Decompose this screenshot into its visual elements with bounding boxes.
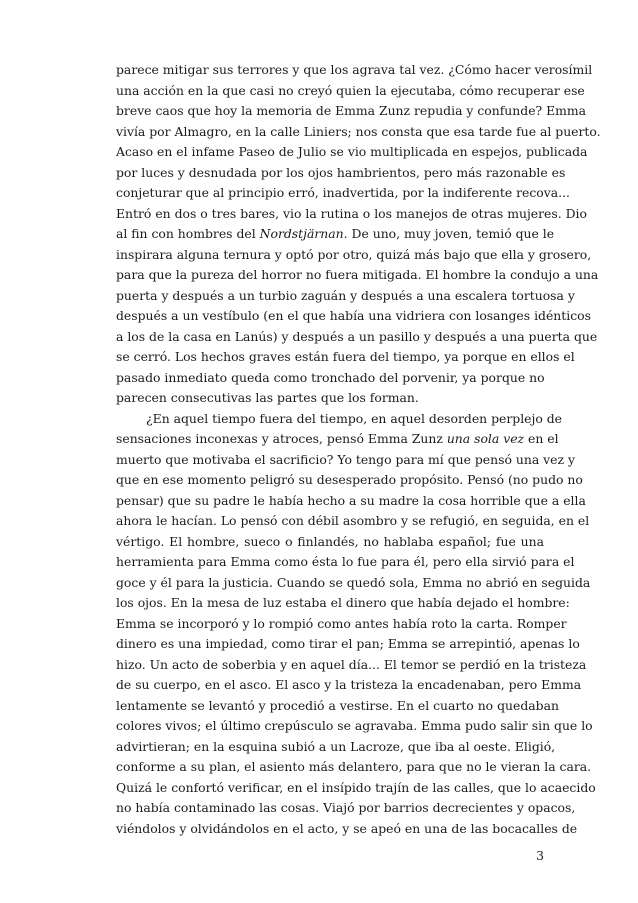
text-line: los ojos. En la mesa de luz estaba el dinero que había dejado el hombre: — [116, 595, 570, 610]
text-line: colores vivos; el último crepúsculo se agravaba. Emma pudo salir sin que lo — [116, 718, 593, 733]
text-line: conjeturar que al principio erró, inadvertida, por la indiferente recova... — [116, 185, 570, 200]
page-number: 3 — [536, 848, 544, 863]
text-line: pensar) que su padre le había hecho a su madre la cosa horrible que a ella — [116, 492, 586, 508]
text-line: por luces y desnudada por los ojos hambrientos, pero más razonable es — [116, 164, 566, 180]
text-line: pasado inmediato queda como tronchado del porvenir, ya porque no — [116, 369, 545, 385]
body-text — [116, 60, 601, 839]
text-line: que en ese momento peligró su desesperado propósito. Pensó (no pudo no — [116, 472, 583, 487]
text-line: puerta y después a un turbio zaguán y después a una escalera tortuosa y — [116, 287, 575, 303]
text-line: no había contaminado las cosas. Viajó por barrios decrecientes y opacos, — [116, 800, 576, 815]
text-line: Emma se incorporó y lo rompió como antes había roto la carta. Romper — [116, 615, 567, 631]
text-line: viéndolos y olvidándolos en el acto, y se apeó en una de las bocacalles de — [116, 820, 578, 836]
text-line: conforme a su plan, el asiento más delantero, para que no le vieran la cara. — [116, 759, 592, 774]
text-line: sensaciones inconexas y atroces, pensó Emma Zunz una sola vez en el — [116, 431, 559, 446]
text-line: para que la pureza del horror no fuera mitigada. El hombre la condujo a una — [116, 267, 599, 282]
text-line: a los de la casa en Lanús) y después a un pasillo y después a una puerta que — [116, 328, 598, 344]
text-line: después a un vestíbulo (en el que había una vidriera con losanges idénticos — [116, 308, 591, 323]
text-line: parecen consecutivas las partes que los forman. — [116, 390, 419, 405]
text-line: vértigo. El hombre, sueco o finlandés, no hablaba español; fue una — [116, 533, 544, 549]
text-line: breve caos que hoy la memoria de Emma Zunz repudia y confunde? Emma — [116, 103, 587, 118]
emphasis-text: una sola vez — [446, 431, 525, 446]
text-line: Entró en dos o tres bares, vio la rutina o los manejos de otras mujeres. Dio — [116, 205, 587, 221]
text-line: lentamente se levantó y procedió a vestirse. En el cuarto no quedaban — [116, 697, 559, 713]
text-line: dinero es una impiedad, como tirar el pan; Emma se arrepintió, apenas lo — [116, 636, 580, 651]
text-line: parece mitigar sus terrores y que los agrava tal vez. ¿Cómo hacer verosímil — [116, 62, 593, 77]
text-line: goce y él para la justicia. Cuando se quedó sola, Emma no abrió en seguida — [116, 574, 591, 590]
text-line: inspirara alguna ternura y optó por otro, quizá más bajo que ella y grosero, — [116, 246, 592, 262]
text-line: vivía por Almagro, en la calle Liniers; nos consta que esa tarde fue al puerto. — [116, 123, 601, 139]
text-line: de su cuerpo, en el asco. El asco y la tristeza la encadenaban, pero Emma — [116, 677, 582, 692]
text-line: Quizá le confortó verificar, en el insípido trajín de las calles, que lo acaecido — [116, 779, 596, 795]
text-line: muerto que motivaba el sacrificio? Yo tengo para mí que pensó una vez y — [116, 451, 575, 467]
text-line: herramienta para Emma como ésta lo fue para él, pero ella sirvió para el — [116, 554, 575, 569]
text-line: ahora le hacían. Lo pensó con débil asombro y se refugió, en seguida, en el — [116, 513, 590, 528]
ship-name: Nordstjärnan — [259, 226, 344, 241]
text-line: una acción en la que casi no creyó quien la ejecutaba, cómo recuperar ese — [116, 82, 585, 98]
text-line: se cerró. Los hechos graves están fuera del tiempo, ya porque en ellos el — [116, 349, 575, 364]
text-line: al fin con hombres del Nordstjärnan. De uno, muy joven, temió que le — [116, 226, 555, 241]
text-line: hizo. Un acto de soberbia y en aquel día... El temor se perdió en la tristeza — [116, 656, 587, 672]
text-line: ¿En aquel tiempo fuera del tiempo, en aquel desorden perplejo de — [146, 410, 562, 426]
text-line: Acaso en el infame Paseo de Julio se vio multiplicada en espejos, publicada — [116, 144, 588, 159]
text-line: advirtieran; en la esquina subió a un Lacroze, que iba al oeste. Eligió, — [116, 738, 556, 754]
